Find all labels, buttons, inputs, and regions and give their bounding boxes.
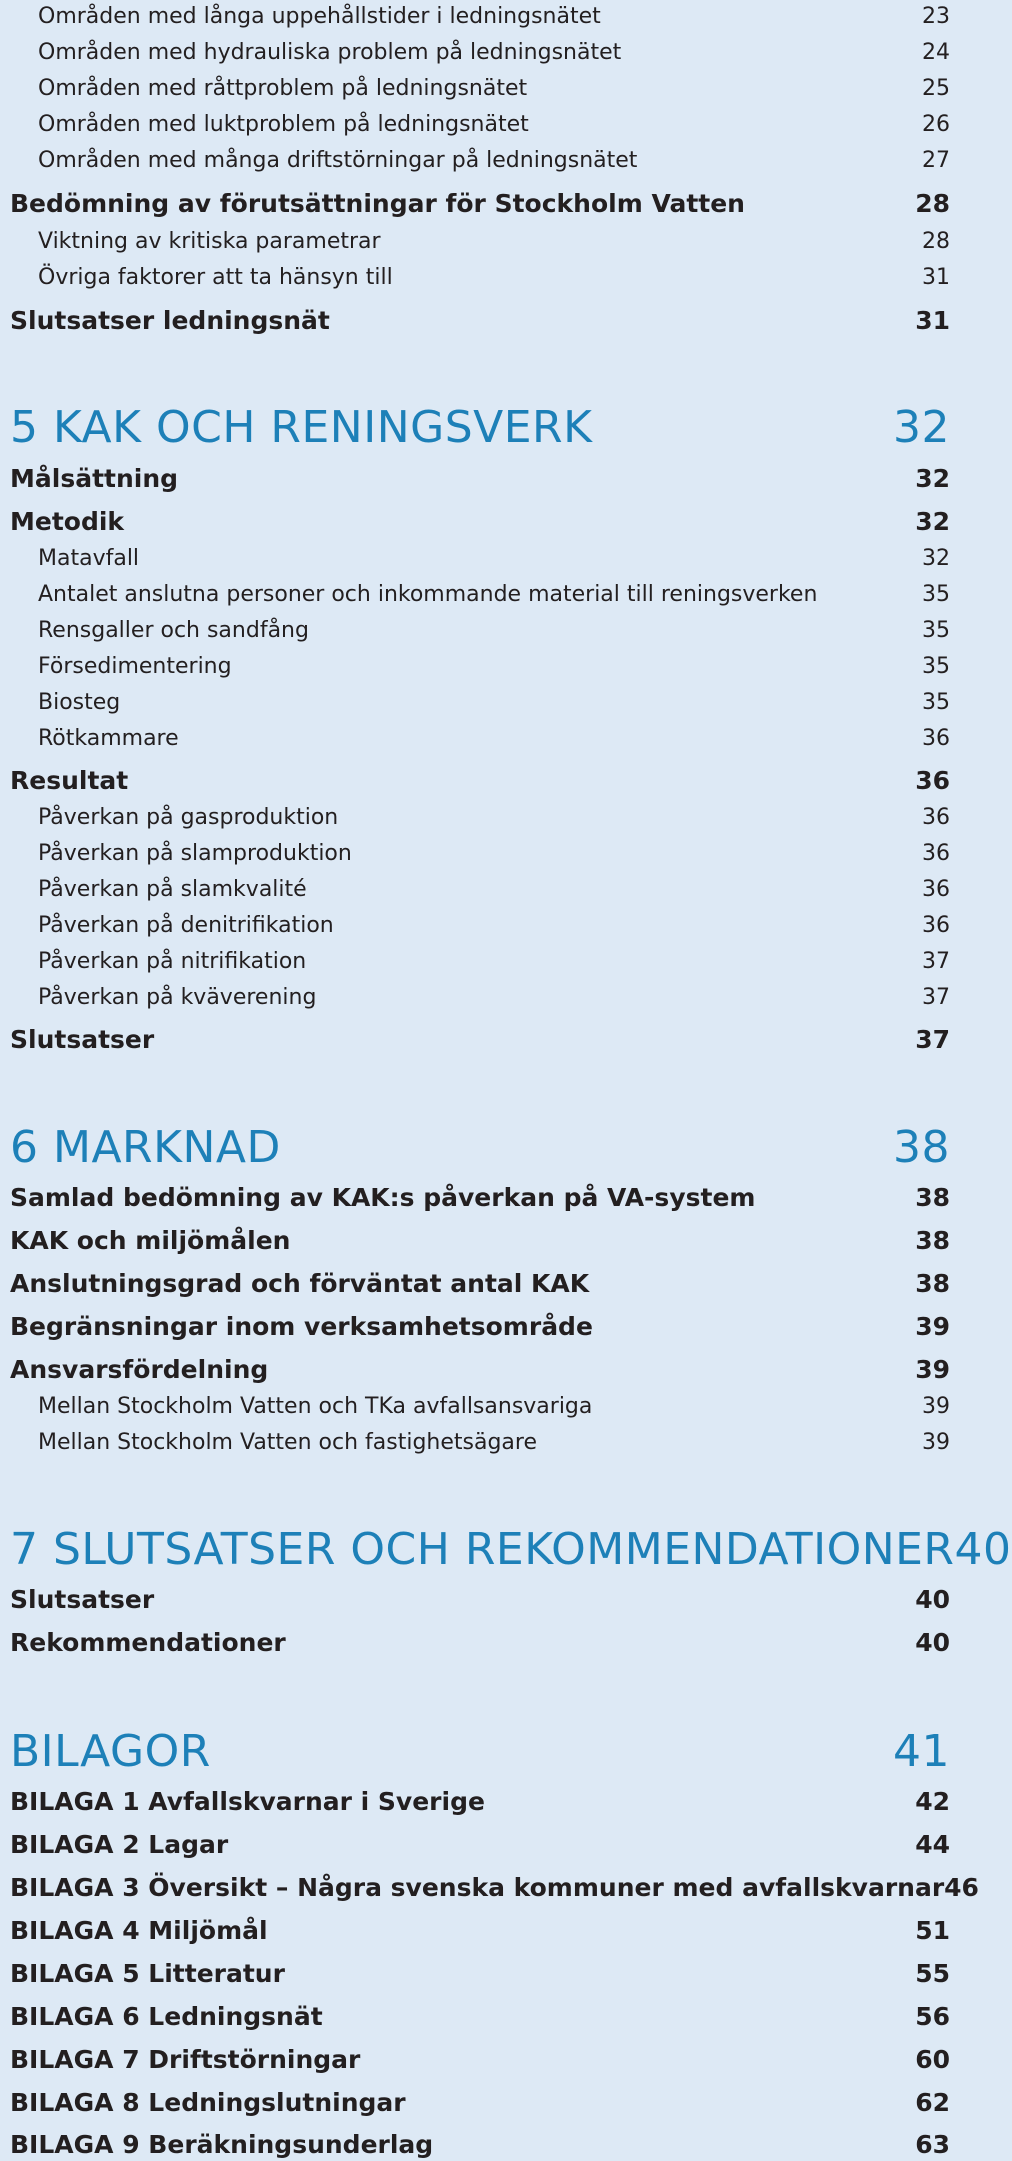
toc-entry-page: 36 <box>922 877 950 902</box>
toc-entry[interactable] <box>38 546 950 571</box>
toc-entry-page: 25 <box>922 76 950 101</box>
toc-entry-title: Antalet anslutna personer och inkommande material till reningsverken <box>38 582 818 607</box>
toc-entry-title: Påverkan på denitrifikation <box>38 913 334 938</box>
toc-entry-title: Biosteg <box>38 690 121 715</box>
toc-entry-title: Bedömning av förutsättningar för Stockholm Vatten <box>10 189 745 218</box>
toc-entry-page: 26 <box>922 112 950 137</box>
toc-entry-page: 39 <box>922 1430 950 1455</box>
toc-section-entry[interactable] <box>10 189 950 218</box>
toc-chapter-page: 40 <box>954 1524 1012 1575</box>
toc-entry-title: Rötkammare <box>38 726 179 751</box>
toc-entry-title: Försedimentering <box>38 654 232 679</box>
toc-entry-page: 55 <box>915 1959 950 1988</box>
toc-entry-page: 36 <box>922 841 950 866</box>
toc-entry-title: Viktning av kritiska parametrar <box>38 229 381 254</box>
toc-chapter-page: 38 <box>893 1122 950 1173</box>
toc-entry-title: Metodik <box>10 507 125 536</box>
toc-entry-title: Områden med hydrauliska problem på ledningsnätet <box>38 40 622 65</box>
toc-appendix-entry[interactable] <box>10 2045 950 2074</box>
toc-entry-title: Resultat <box>10 766 129 795</box>
toc-entry-page: 37 <box>922 985 950 1010</box>
toc-entry-title: Målsättning <box>10 464 179 493</box>
toc-entry[interactable] <box>38 265 950 290</box>
toc-entry-title: Påverkan på slamproduktion <box>38 841 352 866</box>
toc-entry-title: Slutsatser <box>10 1025 155 1054</box>
toc-entry[interactable] <box>38 690 950 715</box>
toc-entry-page: 60 <box>915 2045 950 2074</box>
toc-entry-page: 32 <box>922 546 950 571</box>
toc-entry[interactable] <box>38 40 950 65</box>
toc-entry-page: 28 <box>915 189 950 218</box>
toc-entry-page: 27 <box>922 148 950 173</box>
toc-entry-page: 40 <box>915 1628 950 1657</box>
toc-section-entry[interactable] <box>10 1628 950 1657</box>
toc-entry-page: 38 <box>915 1269 950 1298</box>
toc-entry[interactable] <box>38 582 950 607</box>
toc-entry[interactable] <box>38 877 950 902</box>
toc-appendix-entry[interactable] <box>10 1916 950 1945</box>
toc-chapter-title: 6 MARKNAD <box>10 1122 281 1173</box>
toc-entry[interactable] <box>38 76 950 101</box>
toc-entry-title: Rensgaller och sandfång <box>38 618 309 643</box>
toc-entry[interactable] <box>38 1430 950 1455</box>
toc-entry[interactable] <box>38 805 950 830</box>
toc-entry-title: Områden med råttproblem på ledningsnätet <box>38 76 528 101</box>
toc-entry-page: 63 <box>915 2130 950 2159</box>
toc-appendix-entry[interactable] <box>10 2002 950 2031</box>
toc-entry-page: 62 <box>915 2088 950 2117</box>
toc-entry-title: Påverkan på gasproduktion <box>38 805 339 830</box>
toc-section-entry[interactable] <box>10 306 950 335</box>
toc-entry-page: 36 <box>922 913 950 938</box>
toc-entry-title: Påverkan på slamkvalité <box>38 877 307 902</box>
toc-entry-page: 35 <box>922 582 950 607</box>
toc-appendix-entry[interactable] <box>10 1873 979 1902</box>
toc-section-entry[interactable] <box>10 1183 950 1212</box>
toc-entry-page: 56 <box>915 2002 950 2031</box>
toc-section-entry[interactable] <box>10 507 950 536</box>
toc-entry-page: 44 <box>915 1830 950 1859</box>
toc-entry-title: Mellan Stockholm Vatten och fastighetsägare <box>38 1430 538 1455</box>
toc-entry-title: Ansvarsfördelning <box>10 1355 269 1384</box>
toc-chapter-page: 32 <box>893 402 950 453</box>
toc-entry-page: 36 <box>915 766 950 795</box>
toc-chapter-heading[interactable] <box>10 1122 950 1173</box>
toc-entry[interactable] <box>38 229 950 254</box>
toc-chapter-title: 5 KAK OCH RENINGSVERK <box>10 402 593 453</box>
toc-entry-page: 35 <box>922 618 950 643</box>
toc-section-entry[interactable] <box>10 1585 950 1614</box>
toc-entry-title: Samlad bedömning av KAK:s påverkan på VA-system <box>10 1183 756 1212</box>
toc-entry-page: 36 <box>922 805 950 830</box>
toc-entry-title: BILAGA 6 Ledningsnät <box>10 2002 323 2031</box>
toc-entry-title: Områden med långa uppehållstider i ledningsnätet <box>38 4 601 29</box>
toc-chapter-heading[interactable] <box>10 1524 1012 1575</box>
toc-entry[interactable] <box>38 949 950 974</box>
toc-entry[interactable] <box>38 4 950 29</box>
toc-entry-page: 37 <box>922 949 950 974</box>
toc-entry-title: Begränsningar inom verksamhetsområde <box>10 1312 593 1341</box>
toc-entry-title: Mellan Stockholm Vatten och TKa avfallsansvariga <box>38 1394 593 1419</box>
toc-entry-page: 36 <box>922 726 950 751</box>
toc-chapter-heading[interactable] <box>10 402 950 453</box>
toc-chapter-page: 41 <box>893 1726 950 1777</box>
toc-entry-page: 32 <box>915 464 950 493</box>
toc-section-entry[interactable] <box>10 1025 950 1054</box>
toc-appendix-entry[interactable] <box>10 2088 950 2117</box>
toc-entry-title: KAK och miljömålen <box>10 1226 291 1255</box>
toc-section-entry[interactable] <box>10 464 950 493</box>
toc-entry-page: 31 <box>915 306 950 335</box>
toc-entry-title: Områden med luktproblem på ledningsnätet <box>38 112 529 137</box>
toc-entry-title: Påverkan på nitrifikation <box>38 949 307 974</box>
toc-entry-page: 37 <box>915 1025 950 1054</box>
toc-entry-page: 39 <box>915 1312 950 1341</box>
toc-entry-title: BILAGA 8 Ledningslutningar <box>10 2088 406 2117</box>
toc-entry[interactable] <box>38 985 950 1010</box>
toc-chapter-title: 7 SLUTSATSER OCH REKOMMENDATIONER <box>10 1524 955 1575</box>
toc-entry-page: 42 <box>915 1787 950 1816</box>
toc-entry[interactable] <box>38 841 950 866</box>
toc-entry[interactable] <box>38 654 950 679</box>
toc-entry-title: Rekommendationer <box>10 1628 286 1657</box>
toc-entry[interactable] <box>38 148 950 173</box>
toc-entry-page: 38 <box>915 1183 950 1212</box>
toc-entry-page: 28 <box>922 229 950 254</box>
toc-entry-page: 31 <box>922 265 950 290</box>
toc-entry-title: BILAGA 7 Driftstörningar <box>10 2045 361 2074</box>
toc-appendix-entry[interactable] <box>10 1959 950 1988</box>
toc-section-entry[interactable] <box>10 1226 950 1255</box>
toc-entry-title: Övriga faktorer att ta hänsyn till <box>38 265 393 290</box>
toc-entry-title: Områden med många driftstörningar på ledningsnätet <box>38 148 638 173</box>
toc-entry-title: BILAGA 9 Beräkningsunderlag <box>10 2130 434 2159</box>
toc-entry[interactable] <box>38 1394 950 1419</box>
toc-entry-title: BILAGA 3 Översikt – Några svenska kommuner med avfallskvarnar <box>10 1873 945 1902</box>
toc-entry-title: BILAGA 1 Avfallskvarnar i Sverige <box>10 1787 485 1816</box>
toc-entry-page: 39 <box>915 1355 950 1384</box>
toc-entry-page: 35 <box>922 654 950 679</box>
toc-appendix-entry[interactable] <box>10 2130 950 2159</box>
toc-appendix-entry[interactable] <box>10 1830 950 1859</box>
toc-entry[interactable] <box>38 913 950 938</box>
toc-entry[interactable] <box>38 112 950 137</box>
toc-section-entry[interactable] <box>10 1312 950 1341</box>
toc-entry-title: BILAGA 5 Litteratur <box>10 1959 285 1988</box>
toc-entry-page: 35 <box>922 690 950 715</box>
toc-entry-page: 51 <box>915 1916 950 1945</box>
toc-entry-title: Påverkan på kväverening <box>38 985 317 1010</box>
toc-entry-page: 46 <box>944 1873 979 1902</box>
toc-appendix-entry[interactable] <box>10 1787 950 1816</box>
toc-entry[interactable] <box>38 726 950 751</box>
toc-entry-title: BILAGA 4 Miljömål <box>10 1916 268 1945</box>
toc-entry-page: 38 <box>915 1226 950 1255</box>
toc-section-entry[interactable] <box>10 1269 950 1298</box>
toc-entry-title: Slutsatser <box>10 1585 155 1614</box>
toc-entry-page: 40 <box>915 1585 950 1614</box>
toc-entry[interactable] <box>38 618 950 643</box>
toc-entry-title: Anslutningsgrad och förväntat antal KAK <box>10 1269 590 1298</box>
toc-chapter-title: BILAGOR <box>10 1726 211 1777</box>
toc-entry-page: 24 <box>922 40 950 65</box>
toc-entry-title: Matavfall <box>38 546 140 571</box>
toc-section-entry[interactable] <box>10 1355 950 1384</box>
toc-entry-page: 39 <box>922 1394 950 1419</box>
toc-section-entry[interactable] <box>10 766 950 795</box>
toc-entry-page: 23 <box>922 4 950 29</box>
toc-entry-title: Slutsatser ledningsnät <box>10 306 330 335</box>
toc-entry-page: 32 <box>915 507 950 536</box>
toc-entry-title: BILAGA 2 Lagar <box>10 1830 229 1859</box>
toc-chapter-heading[interactable] <box>10 1726 950 1777</box>
